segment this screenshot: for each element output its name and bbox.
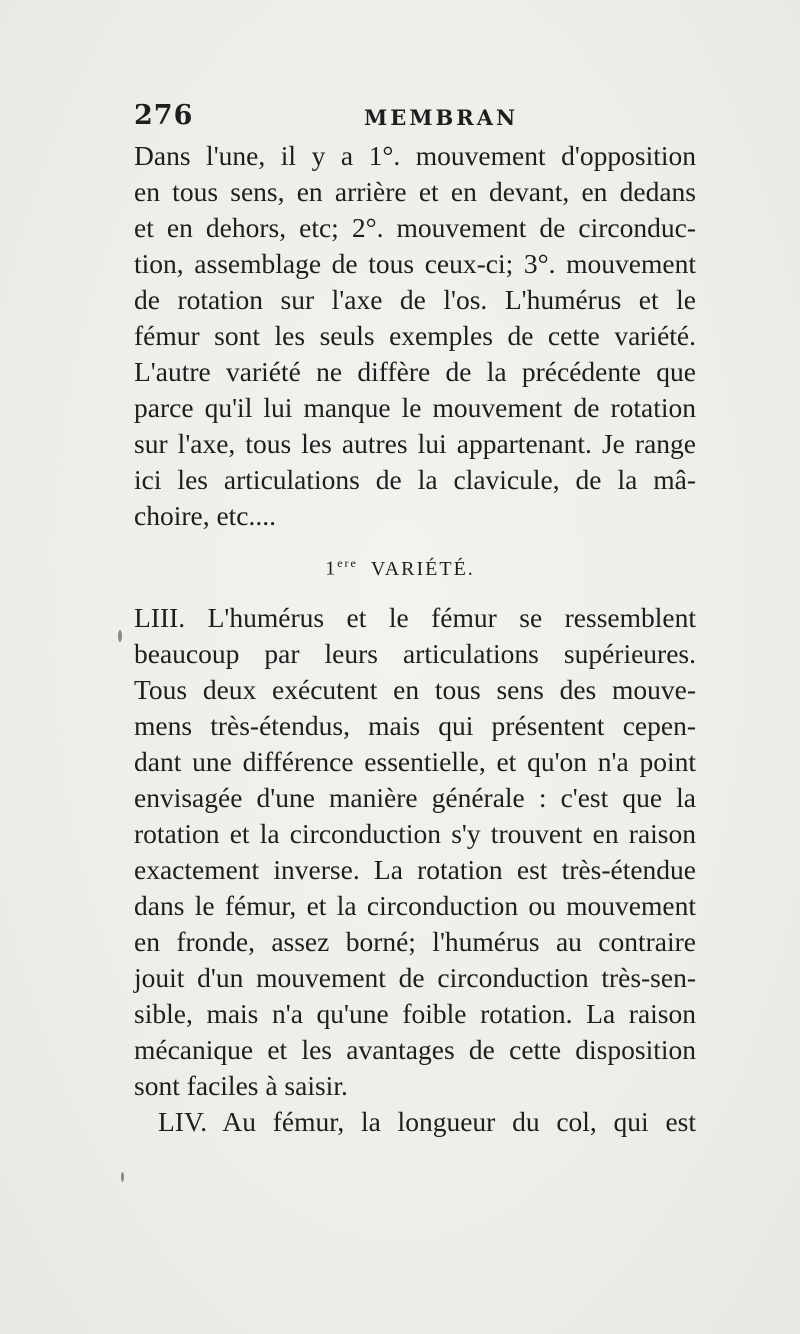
text-line: Dans l'une, il y a 1°. mouvement d'opposition bbox=[134, 140, 696, 171]
text-line: sur l'axe, tous les autres lui appartenant. Je range bbox=[134, 428, 696, 459]
text-line: choire, etc.... bbox=[134, 500, 277, 531]
text-line: parce qu'il lui manque le mouvement de rotation bbox=[134, 392, 696, 423]
text-line: L'autre variété ne diffère de la précédente que bbox=[134, 356, 696, 387]
section-number: 1 bbox=[325, 557, 338, 580]
text-line: fémur sont les seuls exemples de cette variété. bbox=[134, 320, 696, 351]
text-line: rotation et la circonduction s'y trouvent en raison bbox=[134, 818, 696, 849]
running-head: MEMBRAN bbox=[364, 105, 519, 130]
paragraph-3 bbox=[134, 1104, 696, 1140]
text-line: exactement inverse. La rotation est très-étendue bbox=[134, 854, 696, 885]
text-line: beaucoup par leurs articulations supérieures. bbox=[134, 638, 696, 669]
text-line: tion, assemblage de tous ceux-ci; 3°. mouvement bbox=[134, 248, 696, 279]
text-line: mens très-étendus, mais qui présentent cepen- bbox=[134, 710, 696, 741]
text-line: en tous sens, en arrière et en devant, en dedans bbox=[134, 176, 696, 207]
paragraph-1 bbox=[134, 138, 696, 534]
text-line: et en dehors, etc; 2°. mouvement de circonduc- bbox=[134, 212, 696, 243]
section-heading bbox=[0, 556, 800, 581]
text-line: Tous deux exécutent en tous sens des mouve- bbox=[134, 674, 696, 705]
section-ordinal-suffix: ere bbox=[337, 556, 358, 570]
text-line: dans le fémur, et la circonduction ou mouvement bbox=[134, 890, 696, 921]
text-line: mécanique et les avantages de cette disposition bbox=[134, 1034, 696, 1065]
ink-mark bbox=[121, 1172, 124, 1182]
text-line: sible, mais n'a qu'une foible rotation. La raison bbox=[134, 998, 696, 1029]
text-line: ici les articulations de la clavicule, de la mâ- bbox=[134, 464, 696, 495]
text-line: jouit d'un mouvement de circonduction très-sen- bbox=[134, 962, 696, 993]
page-header bbox=[134, 100, 694, 132]
text-line: LIII. L'humérus et le fémur se ressemblent bbox=[134, 602, 696, 633]
text-line: sont faciles à saisir. bbox=[134, 1070, 348, 1101]
text-line: LIV. Au fémur, la longueur du col, qui est bbox=[158, 1106, 696, 1137]
paragraph-2 bbox=[134, 600, 696, 1104]
ink-mark bbox=[118, 630, 122, 642]
text-line: dant une différence essentielle, et qu'on n'a point bbox=[134, 746, 696, 777]
page-number: 276 bbox=[134, 100, 194, 131]
text-line: de rotation sur l'axe de l'os. L'humérus et le bbox=[134, 284, 696, 315]
text-line: en fronde, assez borné; l'humérus au contraire bbox=[134, 926, 696, 957]
text-line: envisagée d'une manière générale : c'est que la bbox=[134, 782, 696, 813]
section-label: VARIÉTÉ. bbox=[370, 557, 475, 580]
